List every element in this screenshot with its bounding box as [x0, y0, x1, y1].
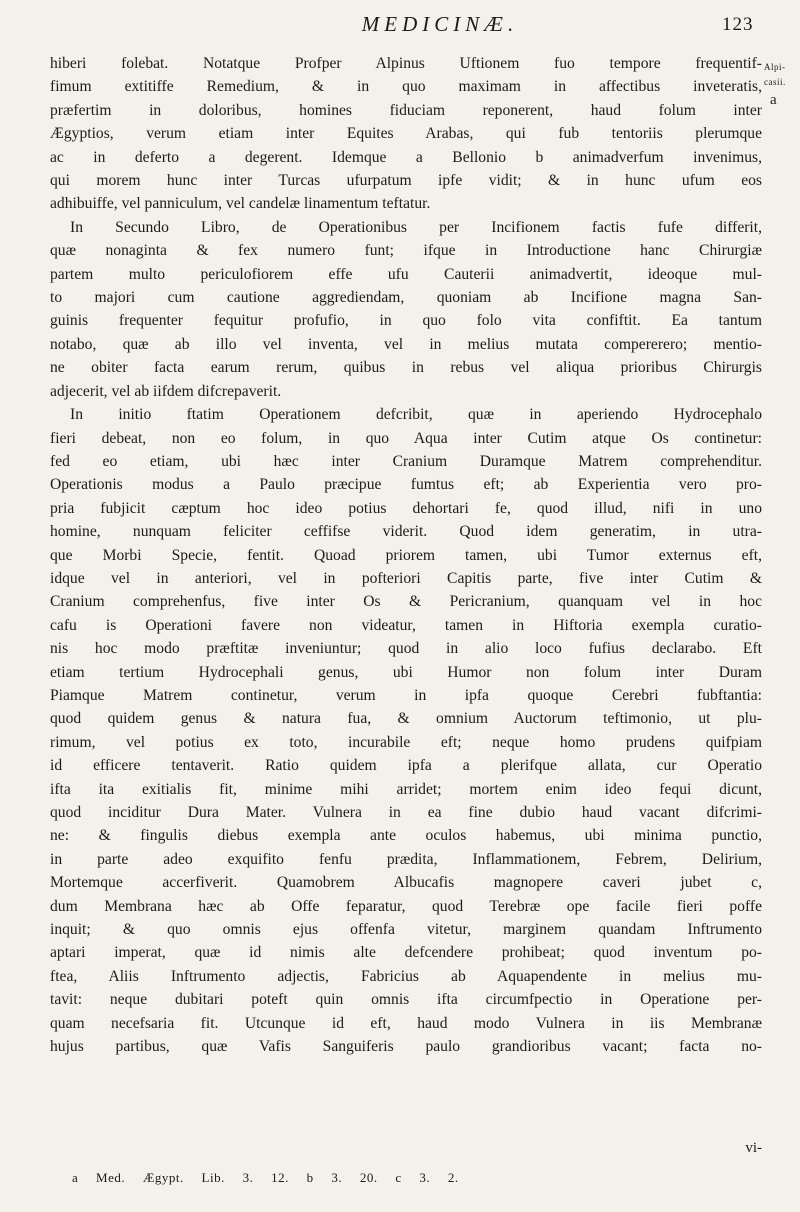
- text-line: que Morbi Specie, fentit. Quoad priorem tamen, ubi Tumor externus eft,: [50, 546, 762, 564]
- text-line: notabo, quæ ab illo vel inventa, vel in melius mutata compererero; mentio-: [50, 335, 762, 353]
- text-line: ftea, Aliis Inftrumento adjectis, Fabricius ab Aquapendente in melius mu-: [50, 967, 762, 985]
- text-line: idque vel in anteriori, vel in pofteriori Capitis parte, five inter Cutim &: [50, 569, 762, 587]
- catchword: vi-: [745, 1140, 762, 1156]
- text-line: id efficere tentaverit. Ratio quidem ipfa a plerifque allata, cur Operatio: [50, 757, 762, 775]
- text-line: quod inciditur Dura Mater. Vulnera in ea fine dubio haud vacant difcrimi-: [50, 804, 762, 821]
- text-line: inquit; & quo omnis ejus offenfa vitetur, marginem quandam Inftrumento: [50, 921, 762, 939]
- text-line: pria fubjicit cæptum hoc ideo potius dehortari fe, quod illud, nifi in uno: [50, 499, 762, 517]
- text-line: dum Membrana hæc ab Offe feparatur, quod Terebræ ope facile fieri poffe: [50, 897, 762, 915]
- text-line: Piamque Matrem continetur, verum in ipfa quoque Cerebri fubftantia:: [50, 686, 762, 704]
- text-line: fimum extitiffe Remedium, & in quo maximam in affectibus inveteratis,: [50, 78, 762, 96]
- text-line: to majori cum cautione aggrediendam, quoniam ab Incifione magna San-: [50, 289, 762, 307]
- text-line: præfertim in doloribus, homines fiduciam reponerent, haud folum inter: [50, 101, 762, 119]
- text-line: In Secundo Libro, de Operationibus per Incifionem factis fufe differit,: [70, 218, 762, 236]
- text-line: nis hoc modo præftitæ inveniuntur; quod in alio loco fufius declarabo. Eft: [50, 640, 762, 658]
- text-line: Mortemque accerfiverit. Quamobrem Albucafis magnopere caveri jubet c,: [50, 874, 762, 892]
- text-line: in parte adeo exquifito fenfu prædita, Inflammationem, Febrem, Delirium,: [50, 850, 762, 868]
- text-line: etiam tertium Hydrocephali genus, ubi Humor non folum inter Duram: [50, 663, 762, 681]
- text-line: hiberi folebat. Notatque Profper Alpinus Uftionem fuo tempore frequentif-: [50, 55, 762, 72]
- text-line: Operationis modus a Paulo præcipue fumtus eft; ab Experientia vero pro-: [50, 476, 762, 494]
- text-line: cafu is Operationi favere non videatur, tamen in Hiftoria exempla curatio-: [50, 616, 762, 634]
- text-line: guinis frequenter fequitur profufio, in quo folo vita confiftit. Ea tantum: [50, 312, 762, 330]
- running-title: MEDICINÆ.: [361, 12, 519, 36]
- text-line: fed eo etiam, ubi hæc inter Cranium Duramque Matrem comprehenditur.: [50, 452, 762, 470]
- text-line: Ægyptios, verum etiam inter Equites Arabas, qui fub tentoriis plerumque: [50, 125, 762, 143]
- margin-note-casii: casii.: [764, 77, 786, 87]
- text-line: fieri debeat, non eo folum, in quo Aqua inter Cutim atque Os continetur:: [50, 429, 762, 447]
- body-text: [50, 52, 762, 1058]
- text-line: partem multo periculofiorem effe ufu Cauterii animadvertit, ideoque mul-: [50, 265, 762, 283]
- text-line: ifta ita exitialis fit, minime mihi arridet; mortem enim ideo fequi dicunt,: [50, 780, 762, 798]
- footnote: a Med. Ægypt. Lib. 3. 12. b 3. 20. c 3. 2.: [72, 1170, 459, 1185]
- text-line: quod quidem genus & natura fua, & omnium Auctorum teftimonio, ut plu-: [50, 710, 762, 728]
- text-line: adjecerit, vel ab iifdem difcrepaverit.: [50, 382, 282, 400]
- text-line: ne obiter facta earum rerum, quibus in rebus vel aliqua prioribus Chirurgis: [50, 359, 762, 377]
- text-line: rimum, vel potius ex toto, incurabile eft; neque homo prudens quifpiam: [50, 733, 762, 751]
- text-line: Cranium comprehenfus, five inter Os & Pericranium, quanquam vel in hoc: [50, 593, 762, 611]
- text-line: tavit: neque dubitari poteft quin omnis ifta circumfpectio in Operatione per-: [50, 991, 762, 1009]
- text-line: qui morem hunc inter Turcas ufurpatum ipfe vidit; & in hunc ufum eos: [50, 172, 762, 190]
- text-line: quam necefsaria fit. Utcunque id eft, haud modo Vulnera in iis Membranæ: [50, 1014, 762, 1032]
- text-line: ac in deferto a degerent. Idemque a Bellonio b animadverfum invenimus,: [50, 148, 762, 166]
- text-line: aptari imperat, quæ id nimis alte defcendere prohibeat; quod inventum po-: [50, 944, 762, 962]
- margin-note-a: a: [770, 92, 778, 108]
- text-line: ne: & fingulis diebus exempla ante oculos habemus, ubi minima punctio,: [50, 827, 762, 845]
- text-line: homine, nunquam feliciter ceffifse viderit. Quod idem generatim, in utra-: [50, 523, 762, 541]
- text-line: quæ nonaginta & fex numero funt; ifque in Introductione hanc Chirurgiæ: [50, 242, 762, 260]
- page-number: 123: [722, 14, 754, 35]
- text-line: In initio ftatim Operationem defcribit, quæ in aperiendo Hydrocephalo: [70, 406, 762, 424]
- text-line: adhibuiffe, vel panniculum, vel candelæ linamentum teftatur.: [50, 195, 431, 213]
- margin-note-alpini: Alpi-: [764, 62, 786, 72]
- text-line: hujus partibus, quæ Vafis Sanguiferis paulo grandioribus vacant; facta no-: [50, 1038, 762, 1056]
